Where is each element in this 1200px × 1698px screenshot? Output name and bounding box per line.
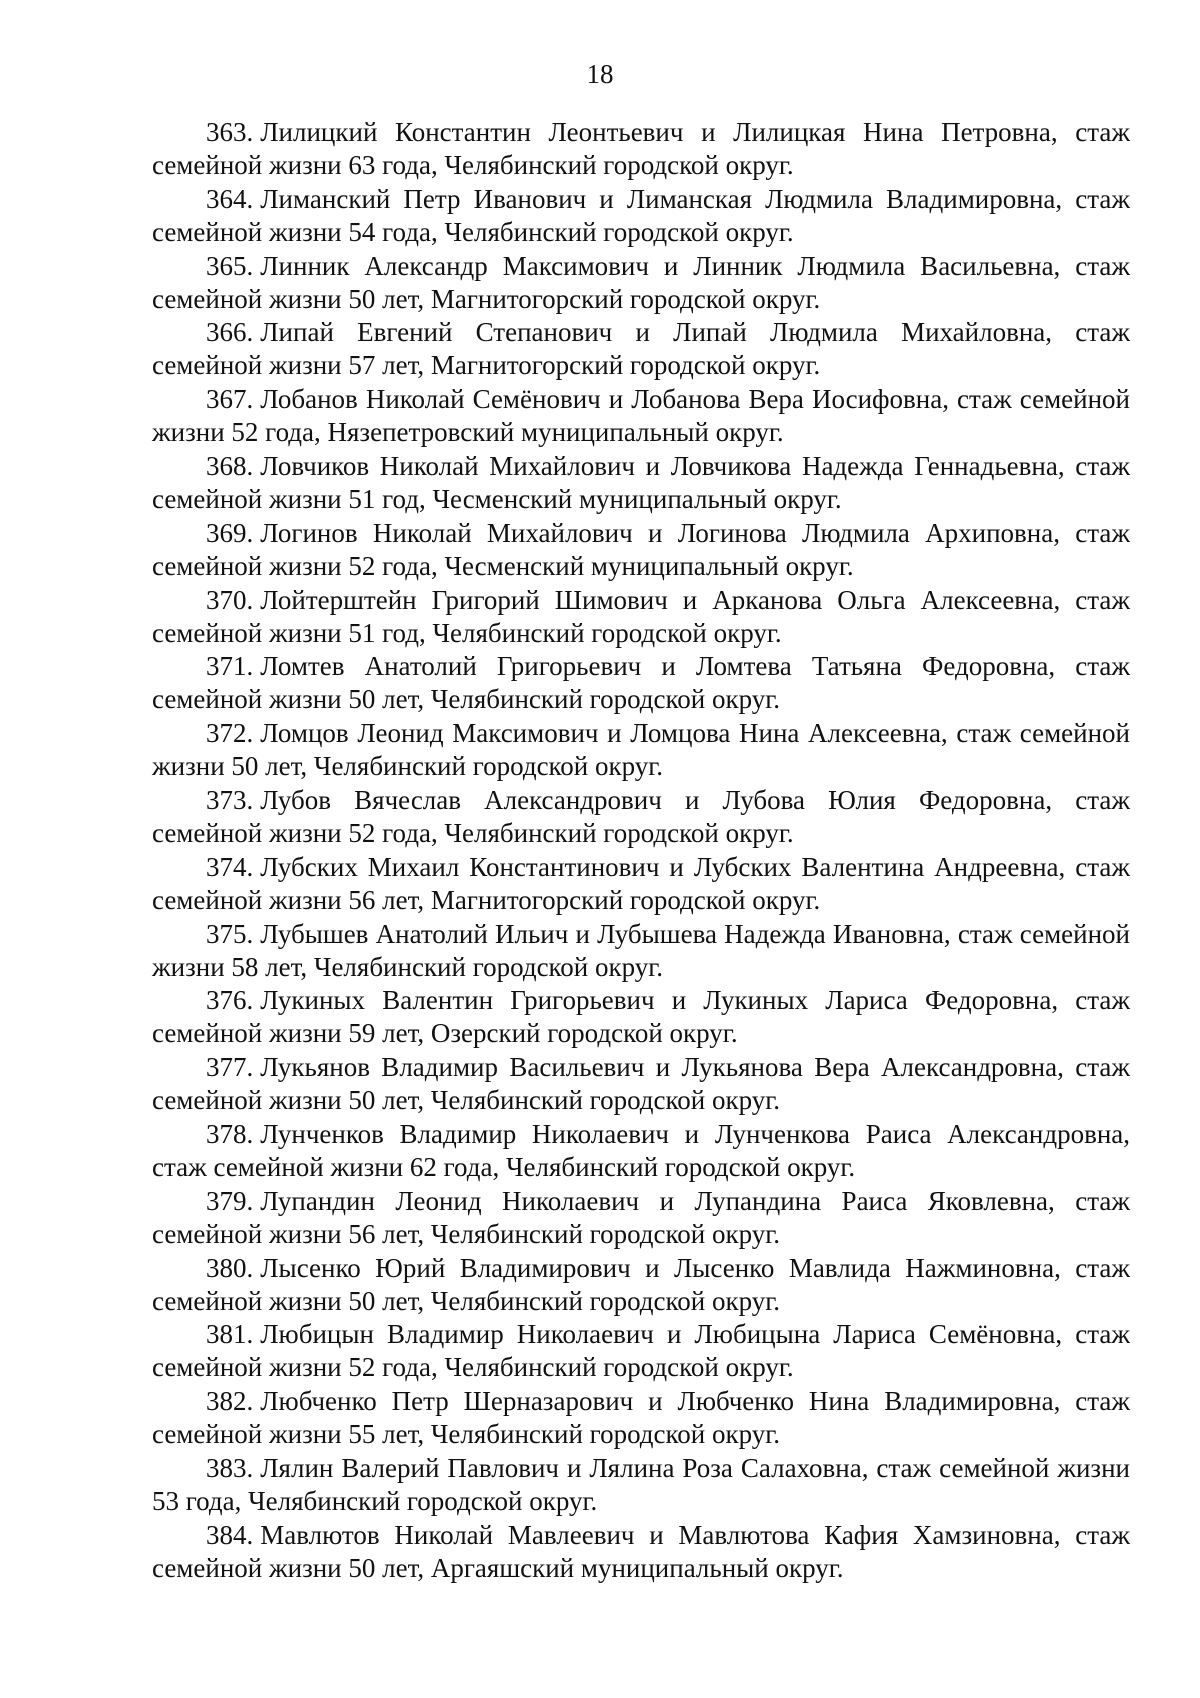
list-item: [152, 450, 1130, 516]
entry-number: 367.: [206, 384, 254, 415]
entry-text: Логинов Николай Михайлович и Логинова Людмила Архиповна, стаж семейной жизни 52 года, Чесменский муниципальный округ.: [152, 517, 1130, 581]
entry-number: 377.: [206, 1052, 254, 1083]
entry-text: Лялин Валерий Павлович и Лялина Роза Салаховна, стаж семейной жизни 53 года, Челябинский городской округ.: [152, 1452, 1130, 1516]
list-item: [152, 1252, 1130, 1318]
list-item: [152, 116, 1130, 182]
entry-text: Лилицкий Константин Леонтьевич и Лилицкая Нина Петровна, стаж семейной жизни 63 года, Челябинский городской округ.: [152, 117, 1130, 180]
entry-number: 379.: [206, 1185, 254, 1216]
entry-number: 373.: [206, 784, 254, 815]
list-item: [152, 383, 1130, 449]
list-item: [152, 1318, 1130, 1384]
entry-number: 374.: [206, 851, 254, 882]
entry-text: Лубов Вячеслав Александрович и Лубова Юлия Федоровна, стаж семейной жизни 52 года, Челябинский городской округ.: [152, 784, 1130, 848]
list-item: [152, 250, 1130, 316]
entry-text: Мавлютов Николай Мавлеевич и Мавлютова Кафия Хамзиновна, стаж семейной жизни 50 лет, Аргаяшский муниципальный округ.: [152, 1519, 1130, 1583]
entry-text: Линник Александр Максимович и Линник Людмила Васильевна, стаж семейной жизни 50 лет, Магнитогорский городской округ.: [152, 250, 1130, 314]
entry-number: 368.: [206, 450, 254, 481]
list-item: [152, 316, 1130, 382]
entry-text: Лойтерштейн Григорий Шимович и Арканова Ольга Алексеевна, стаж семейной жизни 51 год, Челябинский городской округ.: [152, 584, 1130, 648]
entry-number: 380.: [206, 1252, 254, 1283]
entry-text: Лунченков Владимир Николаевич и Лунченкова Раиса Александровна, стаж семейной жизни 62 года, Челябинский городской округ.: [152, 1118, 1130, 1182]
entry-text: Любицын Владимир Николаевич и Любицына Лариса Семёновна, стаж семейной жизни 52 года, Челябинский городской округ.: [152, 1319, 1130, 1383]
entry-text: Любченко Петр Шерназарович и Любченко Нина Владимировна, стаж семейной жизни 55 лет, Челябинский городской округ.: [152, 1386, 1130, 1450]
entry-number: 369.: [206, 517, 254, 548]
entry-number: 384.: [206, 1519, 254, 1550]
entry-number: 382.: [206, 1386, 254, 1417]
list-item: [152, 1385, 1130, 1451]
list-item: [152, 717, 1130, 783]
entry-text: Ловчиков Николай Михайлович и Ловчикова Надежда Геннадьевна, стаж семейной жизни 51 год, Чесменский муниципальный округ.: [152, 450, 1130, 514]
list-item: [152, 1452, 1130, 1518]
entry-text: Лобанов Николай Семёнович и Лобанова Вера Иосифовна, стаж семейной жизни 52 года, Нязепетровский муниципальный округ.: [152, 384, 1130, 448]
page-number: 18: [586, 59, 614, 89]
list-item: [152, 1051, 1130, 1117]
entry-number: 363.: [206, 117, 254, 147]
entry-text: Лиманский Петр Иванович и Лиманская Людмила Владимировна, стаж семейной жизни 54 года, Челябинский городской округ.: [152, 183, 1130, 247]
list-item: [152, 650, 1130, 716]
entry-text: Лысенко Юрий Владимирович и Лысенко Мавлида Нажминовна, стаж семейной жизни 50 лет, Челябинский городской округ.: [152, 1252, 1130, 1316]
entry-number: 383.: [206, 1452, 254, 1483]
list-item: [152, 1118, 1130, 1184]
list-item: [152, 851, 1130, 917]
entry-text: Лукьянов Владимир Васильевич и Лукьянова Вера Александровна, стаж семейной жизни 50 лет, Челябинский городской округ.: [152, 1052, 1130, 1116]
entry-number: 378.: [206, 1118, 254, 1149]
list-item: [152, 1519, 1130, 1585]
entry-number: 365.: [206, 250, 254, 281]
entry-number: 371.: [206, 651, 254, 682]
entry-number: 372.: [206, 718, 254, 749]
entry-number: 375.: [206, 918, 254, 949]
list-item: [152, 918, 1130, 984]
entry-text: Липай Евгений Степанович и Липай Людмила Михайловна, стаж семейной жизни 57 лет, Магнитогорский городской округ.: [152, 317, 1130, 381]
list-item: [152, 784, 1130, 850]
list-item: [152, 183, 1130, 249]
entry-text: Лупандин Леонид Николаевич и Лупандина Раиса Яковлевна, стаж семейной жизни 56 лет, Челябинский городской округ.: [152, 1185, 1130, 1249]
entry-number: 376.: [206, 985, 254, 1016]
entry-text: Ломцов Леонид Максимович и Ломцова Нина Алексеевна, стаж семейной жизни 50 лет, Челябинский городской округ.: [152, 718, 1130, 782]
list-item: [152, 584, 1130, 650]
entry-number: 364.: [206, 183, 254, 214]
entry-list: [152, 116, 1130, 1586]
list-item: [152, 1185, 1130, 1251]
list-item: [152, 984, 1130, 1050]
entry-text: Лубышев Анатолий Ильич и Лубышева Надежда Ивановна, стаж семейной жизни 58 лет, Челябинский городской округ.: [152, 918, 1130, 982]
entry-number: 370.: [206, 584, 254, 615]
entry-number: 381.: [206, 1319, 254, 1350]
entry-text: Лубских Михаил Константинович и Лубских Валентина Андреевна, стаж семейной жизни 56 лет, Магнитогорский городской округ.: [152, 851, 1130, 915]
entry-text: Лукиных Валентин Григорьевич и Лукиных Лариса Федоровна, стаж семейной жизни 59 лет, Озерский городской округ.: [152, 985, 1130, 1049]
entry-text: Ломтев Анатолий Григорьевич и Ломтева Татьяна Федоровна, стаж семейной жизни 50 лет, Челябинский городской округ.: [152, 651, 1130, 715]
entry-number: 366.: [206, 317, 254, 348]
list-item: [152, 517, 1130, 583]
